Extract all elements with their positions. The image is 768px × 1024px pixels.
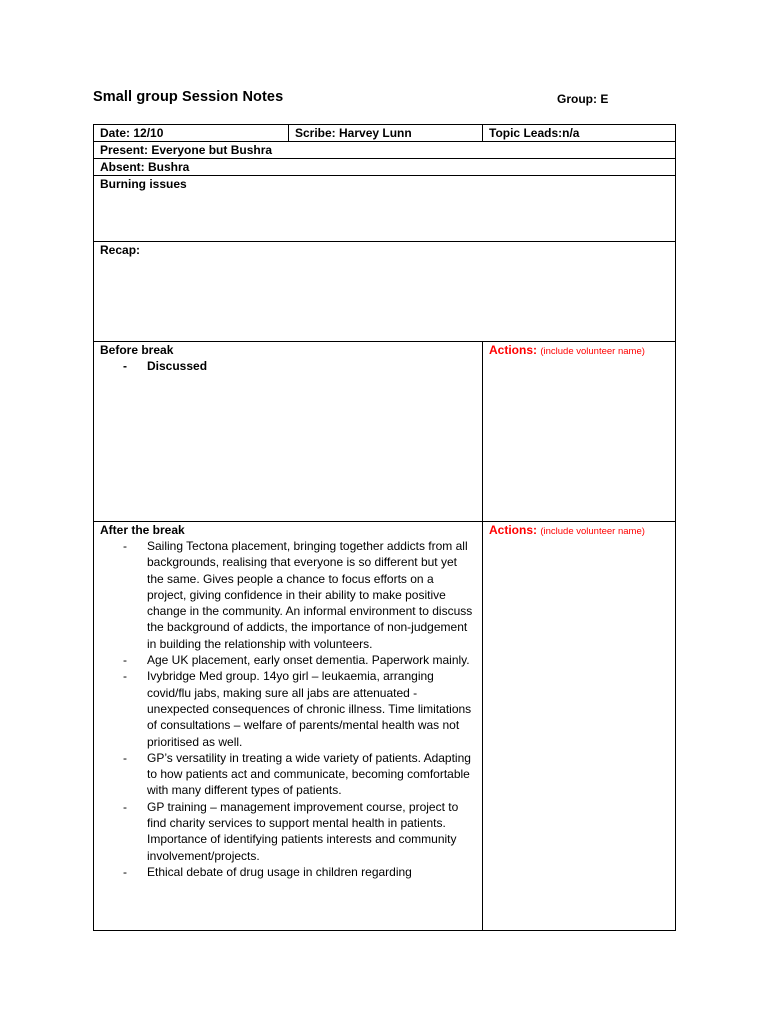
list-item-text: Ethical debate of drug usage in children regarding [147, 864, 412, 879]
present-cell: Present: Everyone but Bushra [94, 142, 676, 159]
list-item-text: Age UK placement, early onset dementia. Paperwork mainly. [147, 653, 470, 668]
after-break-list [100, 538, 476, 880]
list-item [100, 538, 476, 652]
list-item [100, 750, 476, 799]
after-break-label: After the break [100, 523, 185, 537]
burning-issues-cell [94, 176, 676, 242]
before-break-label: Before break [100, 343, 174, 357]
list-item-text: Ivybridge Med group. 14yo girl – leukaemia, arranging covid/flu jabs, making sure all jabs are attenuated - unexpected consequences of chronic illness. Time limitations of consultations – welfare of parents/mental health was not prioritised as well. [147, 669, 472, 749]
topic-leads-cell: Topic Leads:n/a [483, 125, 676, 142]
page-title: Small group Session Notes [93, 89, 284, 105]
dash-bullet: - [123, 653, 127, 668]
recap-cell [94, 242, 676, 342]
after-break-cell [94, 522, 483, 931]
actions-note: (include volunteer name) [540, 346, 645, 357]
list-item [100, 652, 476, 668]
list-item [100, 668, 476, 749]
dash-bullet: - [123, 539, 127, 553]
absent-cell: Absent: Bushra [94, 159, 676, 176]
dash-bullet: - [123, 359, 127, 373]
list-item-text: Sailing Tectona placement, bringing together addicts from all backgrounds, realising that everyone is so different but yet the same. Gives people a chance to focus efforts on a project, giving confidence in their ability to make positive change in the community. An informal environment to discuss the background of addicts, the importance of non-judgement in building the relationship with volunteers. [147, 539, 473, 651]
date-cell: Date: 12/10 [94, 125, 289, 142]
before-break-actions-cell [483, 342, 676, 522]
burning-issues-label: Burning issues [100, 177, 187, 191]
dash-bullet: - [123, 750, 127, 765]
list-item-text: GP’s versatility in treating a wide variety of patients. Adapting to how patients act and communicate, becoming comfortable with many different types of patients. [147, 750, 471, 798]
dash-bullet: - [123, 669, 127, 684]
list-item [100, 358, 476, 374]
dash-bullet: - [123, 799, 127, 814]
recap-label: Recap: [100, 243, 141, 257]
actions-label: Actions: [489, 343, 537, 357]
list-item-text: Discussed [147, 359, 208, 373]
before-break-cell [94, 342, 483, 522]
group-label: Group: E [557, 92, 609, 106]
actions-note: (include volunteer name) [540, 526, 645, 537]
actions-label: Actions: [489, 523, 537, 537]
list-item [100, 799, 476, 864]
list-item [100, 864, 476, 880]
list-item-text: GP training – management improvement course, project to find charity services to support mental health in patients. Importance of identifying patients interests and community involvement/projects. [147, 799, 459, 863]
before-break-list [100, 358, 476, 374]
scribe-cell: Scribe: Harvey Lunn [289, 125, 483, 142]
dash-bullet: - [123, 864, 127, 879]
session-notes-table [93, 124, 676, 931]
after-break-actions-cell [483, 522, 676, 931]
